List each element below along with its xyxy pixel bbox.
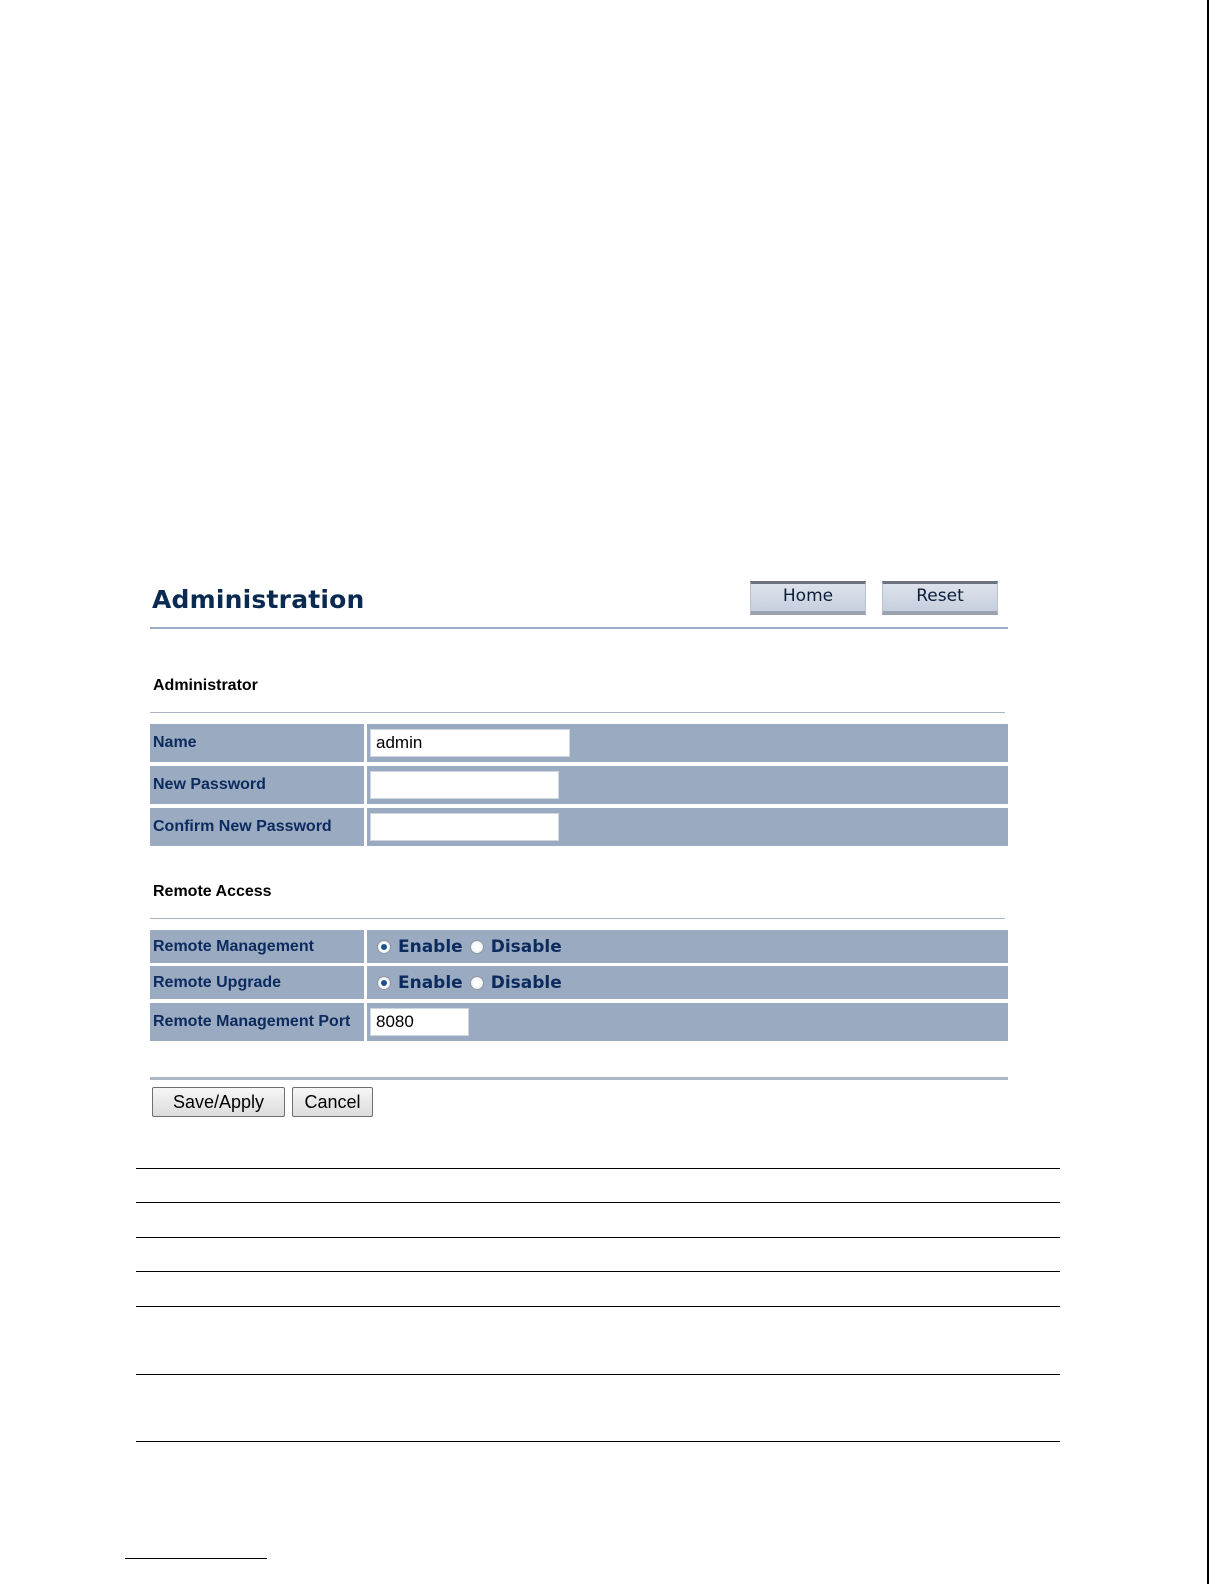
remote-management-port-label: Remote Management Port [150,1003,364,1041]
administrator-section-title: Administrator [153,677,258,694]
document-table-rule [136,1271,1060,1272]
save-apply-button[interactable]: Save/Apply [152,1087,285,1117]
remote-management-disable-label[interactable]: Disable [490,936,562,957]
remote-management-disable-radio[interactable] [470,940,484,954]
new-password-input[interactable] [370,771,559,799]
remote-management-options [367,930,1008,963]
page-edge-mark [1207,0,1209,1584]
remote-management-row [150,930,1008,963]
confirm-password-row [150,808,1008,846]
remote-access-section-title: Remote Access [153,883,272,900]
remote-management-port-row [150,1003,1008,1041]
remote-upgrade-enable-label[interactable]: Enable [398,972,463,993]
remote-management-port-input[interactable] [370,1008,469,1036]
name-input[interactable] [370,729,570,757]
form-bottom-divider [150,1077,1008,1080]
remote-upgrade-label: Remote Upgrade [150,966,364,999]
document-table-rule [136,1202,1060,1203]
remote-management-label: Remote Management [150,930,364,963]
remote-access-section-divider [150,918,1005,919]
new-password-row [150,766,1008,804]
remote-upgrade-row [150,966,1008,999]
confirm-password-input[interactable] [370,813,559,841]
remote-management-enable-label[interactable]: Enable [398,936,463,957]
name-row [150,724,1008,762]
administrator-section-divider [150,712,1005,713]
document-table-rule [136,1374,1060,1375]
footnote-divider [125,1558,267,1559]
new-password-label: New Password [150,766,364,804]
name-label: Name [150,724,364,762]
title-divider [150,627,1008,629]
reset-button[interactable]: Reset [882,581,998,615]
confirm-password-value-cell [367,808,1008,846]
remote-upgrade-enable-radio[interactable] [377,976,391,990]
home-button[interactable]: Home [750,581,866,615]
remote-upgrade-disable-radio[interactable] [470,976,484,990]
remote-upgrade-disable-label[interactable]: Disable [490,972,562,993]
document-table-rule [136,1306,1060,1307]
document-table-rule [136,1237,1060,1238]
document-table-rule [136,1168,1060,1169]
new-password-value-cell [367,766,1008,804]
name-value-cell [367,724,1008,762]
remote-management-enable-radio[interactable] [377,940,391,954]
confirm-password-label: Confirm New Password [150,808,364,846]
remote-upgrade-options [367,966,1008,999]
page-title: Administration [152,585,365,614]
cancel-button[interactable]: Cancel [292,1087,373,1117]
remote-management-port-value-cell [367,1003,1008,1041]
document-table-rule [136,1441,1060,1442]
